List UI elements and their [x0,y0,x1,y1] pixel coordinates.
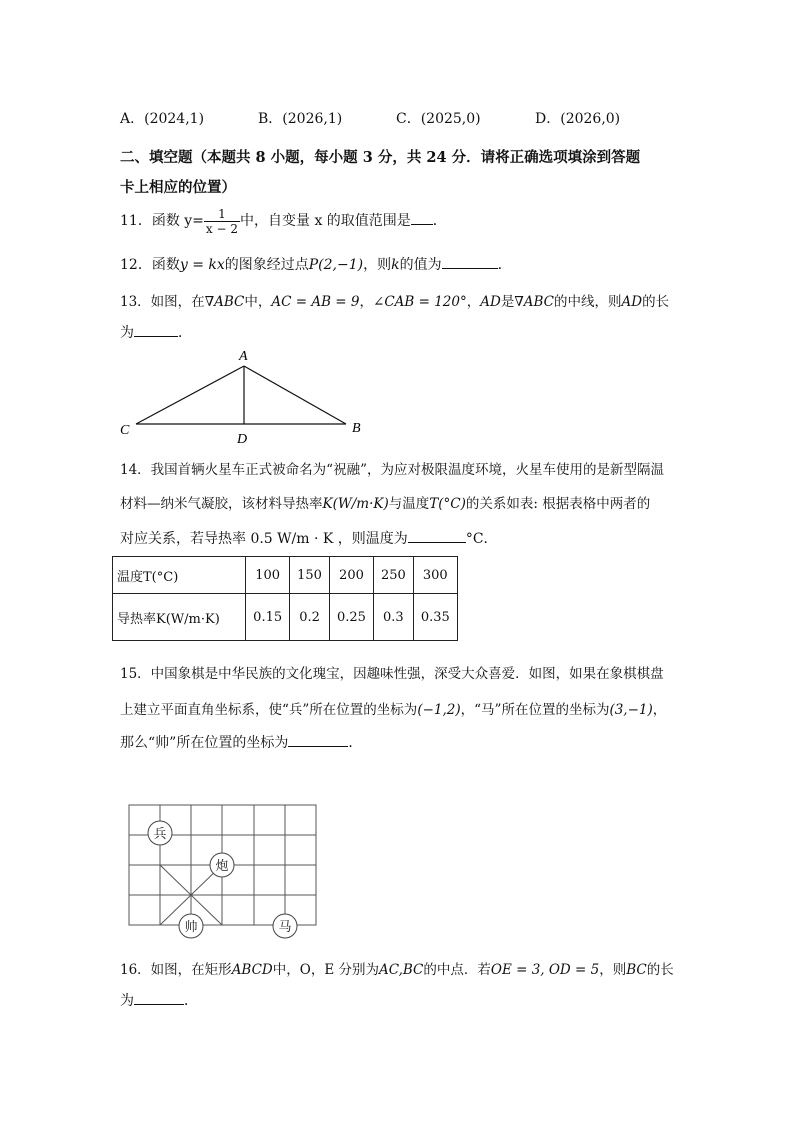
table-cell: 100 [246,557,290,594]
table-row [113,557,458,594]
option-a: A．(2024,1) [120,111,205,127]
fraction: $\frac{1}{x - 2}$ [205,206,238,236]
answer-blank [411,212,433,225]
answer-blank [442,256,498,269]
table-cell: 0.15 [246,594,290,641]
option-d: D．(2026,0) [535,111,621,127]
row-header-temperature: 温度T(°C) [113,557,246,594]
answer-blank [134,992,184,1005]
conductivity-table [112,556,458,641]
option-b: B．(2026,1) [258,111,343,127]
table-cell: 250 [374,557,414,594]
table-cell: 150 [290,557,330,594]
question-14-line2: 材料—纳米气凝胶，该材料导热率K(W/m·K)与温度T(°C)的关系如表: 根据表格中两者的 [120,496,651,512]
table-row [113,594,458,641]
question-15-line1: 15．中国象棋是中华民族的文化瑰宝，因趣味性强，深受大众喜爱．如图，如果在象棋棋盘 [120,666,664,682]
label-a: A [239,349,248,364]
chess-board-figure [120,796,330,946]
question-13-line1: 13．如图，在∇ABC中，AC = AB = 9，∠CAB = 120°，AD是∇ABC的中线，则AD的长 [120,294,670,310]
piece-pao [210,853,234,877]
question-16-line2: 为 ． [120,993,198,1009]
section-heading-line2: 卡上相应的位置） [120,179,236,196]
option-c: C．(2025,0) [396,111,481,127]
question-14-line1: 14．我国首辆火星车正式被命名为“祝融”，为应对极限温度环境，火星车使用的是新型隔温 [120,462,664,478]
svg-text:帅: 帅 [184,920,198,935]
table-cell: 300 [413,557,457,594]
table-cell: 0.3 [374,594,414,641]
question-12: 12．函数y = kx的图象经过点P(2,−1)，则k的值为 ． [120,257,512,273]
label-b: B [352,421,361,436]
label-d: D [237,432,248,447]
question-15-line2: 上建立平面直角坐标系，使“兵”所在位置的坐标为(−1,2)，“马”所在位置的坐标为(3,−1)， [120,702,667,718]
row-header-conductivity: 导热率K(W/m·K) [113,594,246,641]
piece-shuai [179,914,203,938]
question-15-line3: 那么“帅”所在位置的坐标为 ． [120,735,363,751]
question-11: 11．函数 y= $\frac{1}{x - 2}$ 中，自变量 x 的取值范围是 ． [120,206,447,236]
table-cell: 200 [329,557,373,594]
svg-text:兵: 兵 [153,827,167,842]
section-heading-line1: 二、填空题（本题共 8 小题，每小题 3 分，共 24 分．请将正确选项填涂到答题 [120,149,641,166]
svg-text:炮: 炮 [215,859,229,874]
question-16-line1: 16．如图，在矩形ABCD中，O，E 分别为AC,BC的中点．若OE = 3, OD = 5，则BC的长 [120,962,674,978]
answer-blank [134,324,178,337]
piece-bing [148,821,172,845]
label-c: C [120,423,130,438]
question-14-line3: 对应关系，若导热率 0.5 W/m · K ，则温度为 °C． [120,531,498,547]
piece-ma [273,914,297,938]
answer-blank [288,734,348,747]
answer-blank [408,530,466,543]
table-cell: 0.2 [290,594,330,641]
table-cell: 0.35 [413,594,457,641]
table-cell: 0.25 [329,594,373,641]
question-13-line2: 为 ． [120,325,192,341]
svg-text:马: 马 [278,920,292,935]
triangle-figure [112,344,372,449]
